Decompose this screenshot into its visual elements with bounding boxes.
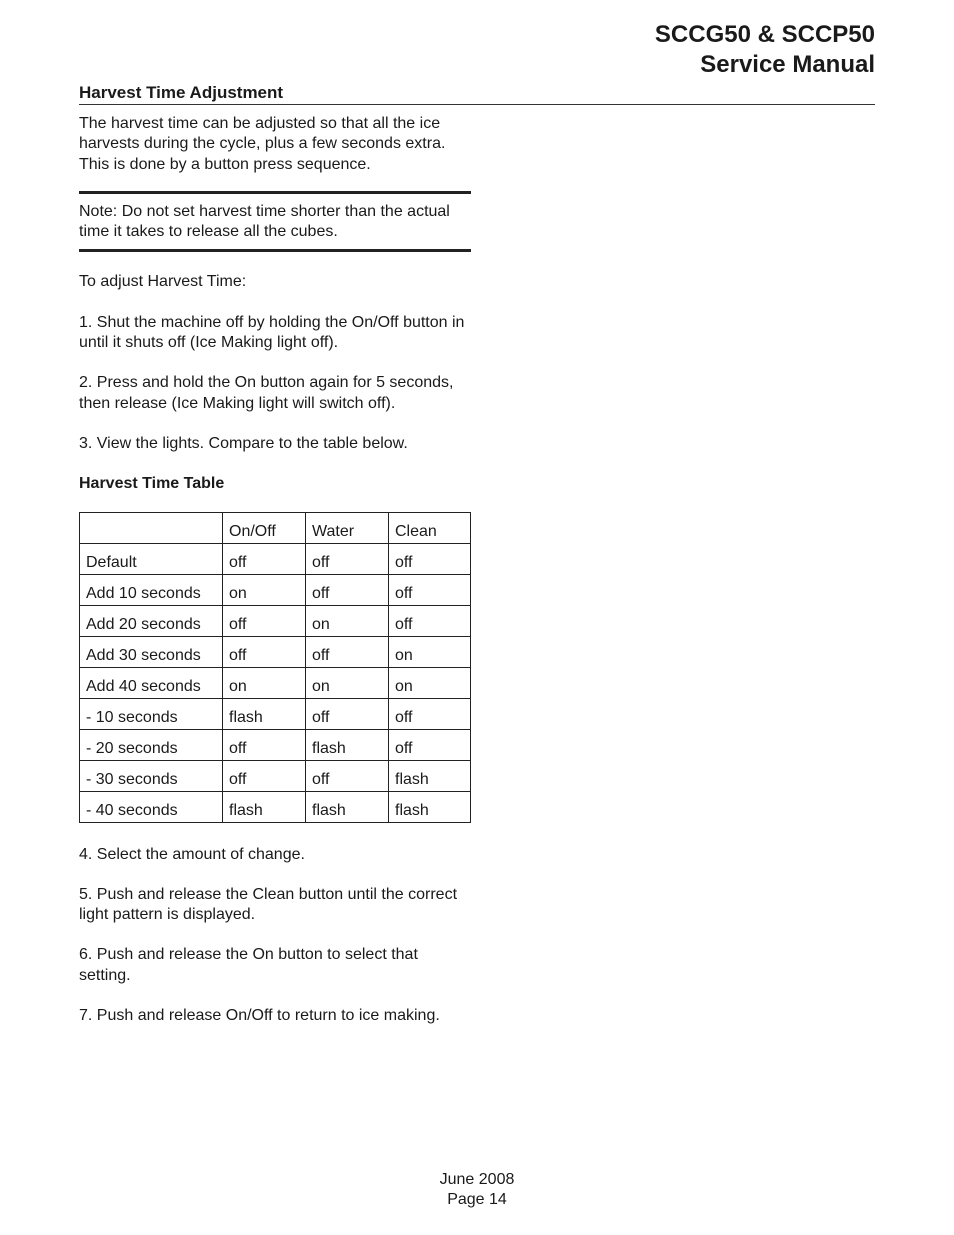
table-row (80, 667, 471, 698)
table-row (80, 729, 471, 760)
content-column (79, 114, 471, 1046)
table-cell: on (306, 667, 389, 698)
table-cell: Default (80, 543, 223, 574)
step-5: 5. Push and release the Clean button until the correct light pattern is displayed. (79, 885, 458, 924)
table-cell: off (389, 729, 471, 760)
table-cell: off (389, 574, 471, 605)
heading-rule (79, 104, 875, 105)
table-cell: off (223, 760, 306, 791)
footer-page-number: Page 14 (447, 1191, 507, 1209)
table-cell: off (223, 729, 306, 760)
section-heading: Harvest Time Adjustment (79, 83, 284, 102)
table-cell: on (306, 605, 389, 636)
table-cell: - 40 seconds (80, 791, 223, 822)
step-7: 7. Push and release On/Off to return to ice making. (79, 1007, 440, 1025)
table-cell: flash (306, 729, 389, 760)
table-cell: Add 40 seconds (80, 667, 223, 698)
table-cell: off (306, 698, 389, 729)
step-4: 4. Select the amount of change. (79, 845, 305, 863)
footer-date: June 2008 (439, 1171, 515, 1188)
table-cell: flash (389, 791, 471, 822)
table-row (80, 605, 471, 636)
step-3: 3. View the lights. Compare to the table below. (79, 434, 408, 452)
document-title-line1: SCCG50 & SCCP50 (654, 21, 875, 48)
table-cell: off (223, 605, 306, 636)
table-cell: off (389, 698, 471, 729)
table-cell: on (389, 667, 471, 698)
table-header-row (80, 512, 471, 543)
table-header-cell: Water (306, 512, 389, 543)
table-cell: off (223, 543, 306, 574)
table-cell: - 10 seconds (80, 698, 223, 729)
document-title-line2: Service Manual (700, 51, 875, 78)
table-cell: off (223, 636, 306, 667)
table-cell: flash (389, 760, 471, 791)
document-title (655, 20, 875, 80)
note-text: Note: Do not set harvest time shorter than the actual time it takes to release all the cubes. (79, 202, 450, 241)
table-cell: Add 20 seconds (80, 605, 223, 636)
table-header-cell: Clean (389, 512, 471, 543)
table-cell: off (306, 636, 389, 667)
table-cell: on (223, 574, 306, 605)
table-title: Harvest Time Table (79, 475, 225, 493)
table-cell: flash (306, 791, 389, 822)
table-row (80, 574, 471, 605)
table-header-cell: On/Off (223, 512, 306, 543)
table-row (80, 698, 471, 729)
step-2: 2. Press and hold the On button again for 5 seconds, then release (Ice Making light will switch off). (79, 374, 454, 412)
table-cell: - 30 seconds (80, 760, 223, 791)
table-row (80, 791, 471, 822)
table-cell: on (223, 667, 306, 698)
page-footer (0, 1170, 954, 1211)
table-cell: flash (223, 791, 306, 822)
table-cell: off (389, 543, 471, 574)
table-cell: - 20 seconds (80, 729, 223, 760)
table-cell: off (306, 574, 389, 605)
table-cell: Add 10 seconds (80, 574, 223, 605)
table-row (80, 543, 471, 574)
table-cell: on (389, 636, 471, 667)
table-header-cell (80, 512, 223, 543)
harvest-time-table (79, 512, 471, 823)
table-row (80, 760, 471, 791)
step-6: 6. Push and release the On button to select that setting. (79, 946, 418, 984)
table-row (80, 636, 471, 667)
step-1: 1. Shut the machine off by holding the On/Off button in until it shuts off (Ice Making light off). (79, 313, 465, 352)
table-cell: off (306, 760, 389, 791)
intro-paragraph: The harvest time can be adjusted so that all the ice harvests during the cycle, plus a few seconds extra. This is done by a button press sequence. (79, 115, 446, 173)
note-box (79, 191, 471, 253)
table-cell: off (306, 543, 389, 574)
table-cell: flash (223, 698, 306, 729)
table-cell: off (389, 605, 471, 636)
table-cell: Add 30 seconds (80, 636, 223, 667)
lead-text: To adjust Harvest Time: (79, 273, 247, 291)
